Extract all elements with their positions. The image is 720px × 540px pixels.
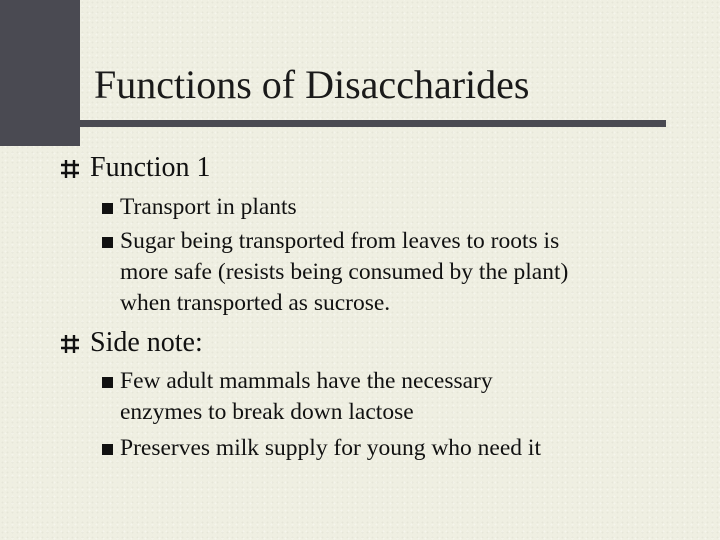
- list-item: when transported as sucrose.: [120, 290, 391, 316]
- square-icon: [102, 377, 113, 388]
- list-item: Preserves milk supply for young who need it: [120, 435, 541, 461]
- square-icon: [102, 444, 113, 455]
- square-icon: [102, 237, 113, 248]
- list-item: enzymes to break down lactose: [120, 399, 414, 425]
- hash-icon: [60, 334, 80, 354]
- list-item: Transport in plants: [120, 194, 297, 220]
- list-item: Sugar being transported from leaves to roots is: [120, 228, 560, 254]
- slide-title: Functions of Disaccharides: [94, 62, 530, 107]
- section-heading: Side note:: [90, 327, 203, 358]
- list-item: Few adult mammals have the necessary: [120, 368, 493, 394]
- hash-icon: [60, 159, 80, 179]
- list-item: more safe (resists being consumed by the plant): [120, 259, 569, 285]
- square-icon: [102, 203, 113, 214]
- section-heading: Function 1: [90, 152, 211, 183]
- title-rule: [0, 120, 666, 127]
